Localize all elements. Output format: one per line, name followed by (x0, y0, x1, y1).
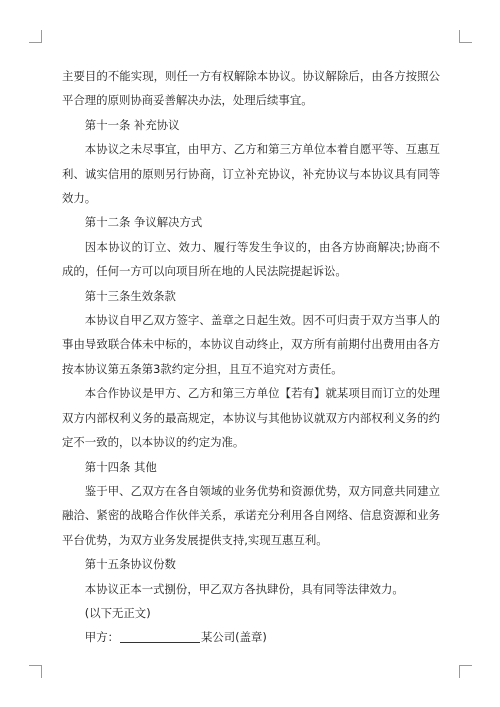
party-a-signature-line (62, 625, 440, 649)
paragraph-supplementary-agreement: 本协议之未尽事宜，由甲方、乙方和第三方单位本着自愿平等、互惠互利、诚实信用的原则另行协商，订立补充协议，补充协议与本协议具有同等效力。 (62, 142, 440, 206)
crop-mark-bottom-right (459, 665, 472, 678)
article-13-heading: 第十三条生效条款 (84, 288, 176, 303)
crop-mark-top-left (29, 30, 42, 43)
article-14-heading: 第十四条 其他 (84, 459, 157, 474)
party-a-company: 某公司(盖章) (200, 630, 267, 645)
paragraph-copies: 本协议正本一式捌份，甲乙双方各执肆份，具有同等法律效力。 (84, 581, 404, 596)
article-12-heading: 第十二条 争议解决方式 (84, 215, 203, 230)
crop-mark-top-right (459, 30, 472, 43)
article-11-heading: 第十一条 补充协议 (84, 117, 180, 132)
crop-mark-bottom-left (29, 665, 42, 678)
document-body (62, 64, 440, 650)
article-15-heading: 第十五条协议份数 (84, 557, 176, 572)
paragraph-strategic-cooperation: 鉴于甲、乙双方在各自领域的业务优势和资源优势，双方同意共同建立融洽、紧密的战略合作伙伴关系，承诺充分利用各自网络、信息资源和业务平台优势，为双方业务发展提供支持,实现互惠互利。 (62, 483, 440, 547)
no-further-text-note: (以下无正文) (84, 605, 151, 620)
paragraph-dispute-resolution: 因本协议的订立、效力、履行等发生争议的，由各方协商解决;协商不成的，任何一方可以向项目所在地的人民法院提起诉讼。 (62, 239, 440, 279)
signature-blank (120, 630, 200, 643)
paragraph-highest-provision: 本合作协议是甲方、乙方和第三方单位【若有】就某项目而订立的处理双方内部权利义务的最高规定，本协议与其他协议就双方内部权利义务的约定不一致的，以本协议的约定为准。 (62, 386, 440, 450)
paragraph-termination-continued: 主要目的不能实现，则任一方有权解除本协议。协议解除后，由各方按照公平合理的原则协商妥善解决办法，处理后续事宜。 (62, 69, 440, 108)
paragraph-effectiveness: 本协议自甲乙双方签字、盖章之日起生效。因不可归责于双方当事人的事由导致联合体未中标的，本协议自动终止，双方所有前期付出费用由各方按本协议第五条第3款约定分担，且互不追究对方责任。 (62, 313, 440, 376)
party-a-label: 甲方： (84, 630, 119, 645)
